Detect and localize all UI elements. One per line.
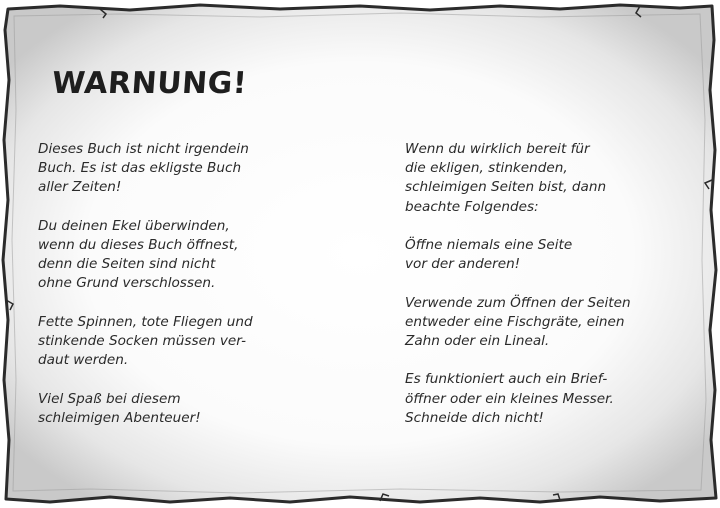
text-line: aller Zeiten! — [38, 179, 122, 196]
text-line: Viel Spaß bei diesem — [38, 390, 181, 407]
text-line: die ekligen, stinkenden, — [405, 160, 568, 177]
text-line: Öffne niemals eine Seite — [405, 237, 573, 253]
text-line: Fette Spinnen, tote Fliegen und — [38, 313, 253, 330]
right-column — [405, 140, 695, 447]
text-line: Du deinen Ekel überwinden, — [38, 217, 230, 234]
paragraph — [38, 313, 338, 371]
text-line: Schneide dich nicht! — [405, 409, 544, 426]
page-title: WARNUNG! — [50, 66, 249, 101]
paragraph — [405, 370, 695, 428]
left-column — [38, 140, 338, 447]
paragraph — [38, 140, 338, 198]
text-line: daut werden. — [38, 352, 129, 369]
text-line: stinkende Socken müssen ver- — [38, 333, 247, 349]
text-line: Wenn du wirklich bereit für — [405, 141, 590, 157]
paragraph — [405, 236, 695, 274]
paragraph — [405, 140, 695, 217]
text-line: wenn du dieses Buch öffnest, — [38, 237, 239, 253]
text-line: Zahn oder ein Lineal. — [405, 333, 550, 349]
paragraph — [405, 294, 695, 352]
text-line: entweder eine Fischgräte, einen — [405, 313, 625, 330]
paragraph — [38, 390, 338, 428]
text-line: ohne Grund verschlossen. — [38, 275, 216, 292]
text-line: vor der anderen! — [405, 256, 521, 273]
text-line: Es funktioniert auch ein Brief- — [405, 371, 608, 388]
text-line: Dieses Buch ist nicht irgendein — [38, 141, 249, 157]
paragraph — [38, 217, 338, 294]
text-line: Verwende zum Öffnen der Seiten — [405, 294, 631, 311]
text-line: öffner oder ein kleines Messer. — [405, 390, 614, 407]
text-line: schleimigen Seiten bist, dann — [405, 179, 607, 196]
text-line: schleimigen Abenteuer! — [38, 409, 201, 426]
text-line: denn die Seiten sind nicht — [38, 256, 216, 273]
text-line: Buch. Es ist das ekligste Buch — [38, 160, 242, 177]
text-line: beachte Folgendes: — [405, 198, 539, 215]
